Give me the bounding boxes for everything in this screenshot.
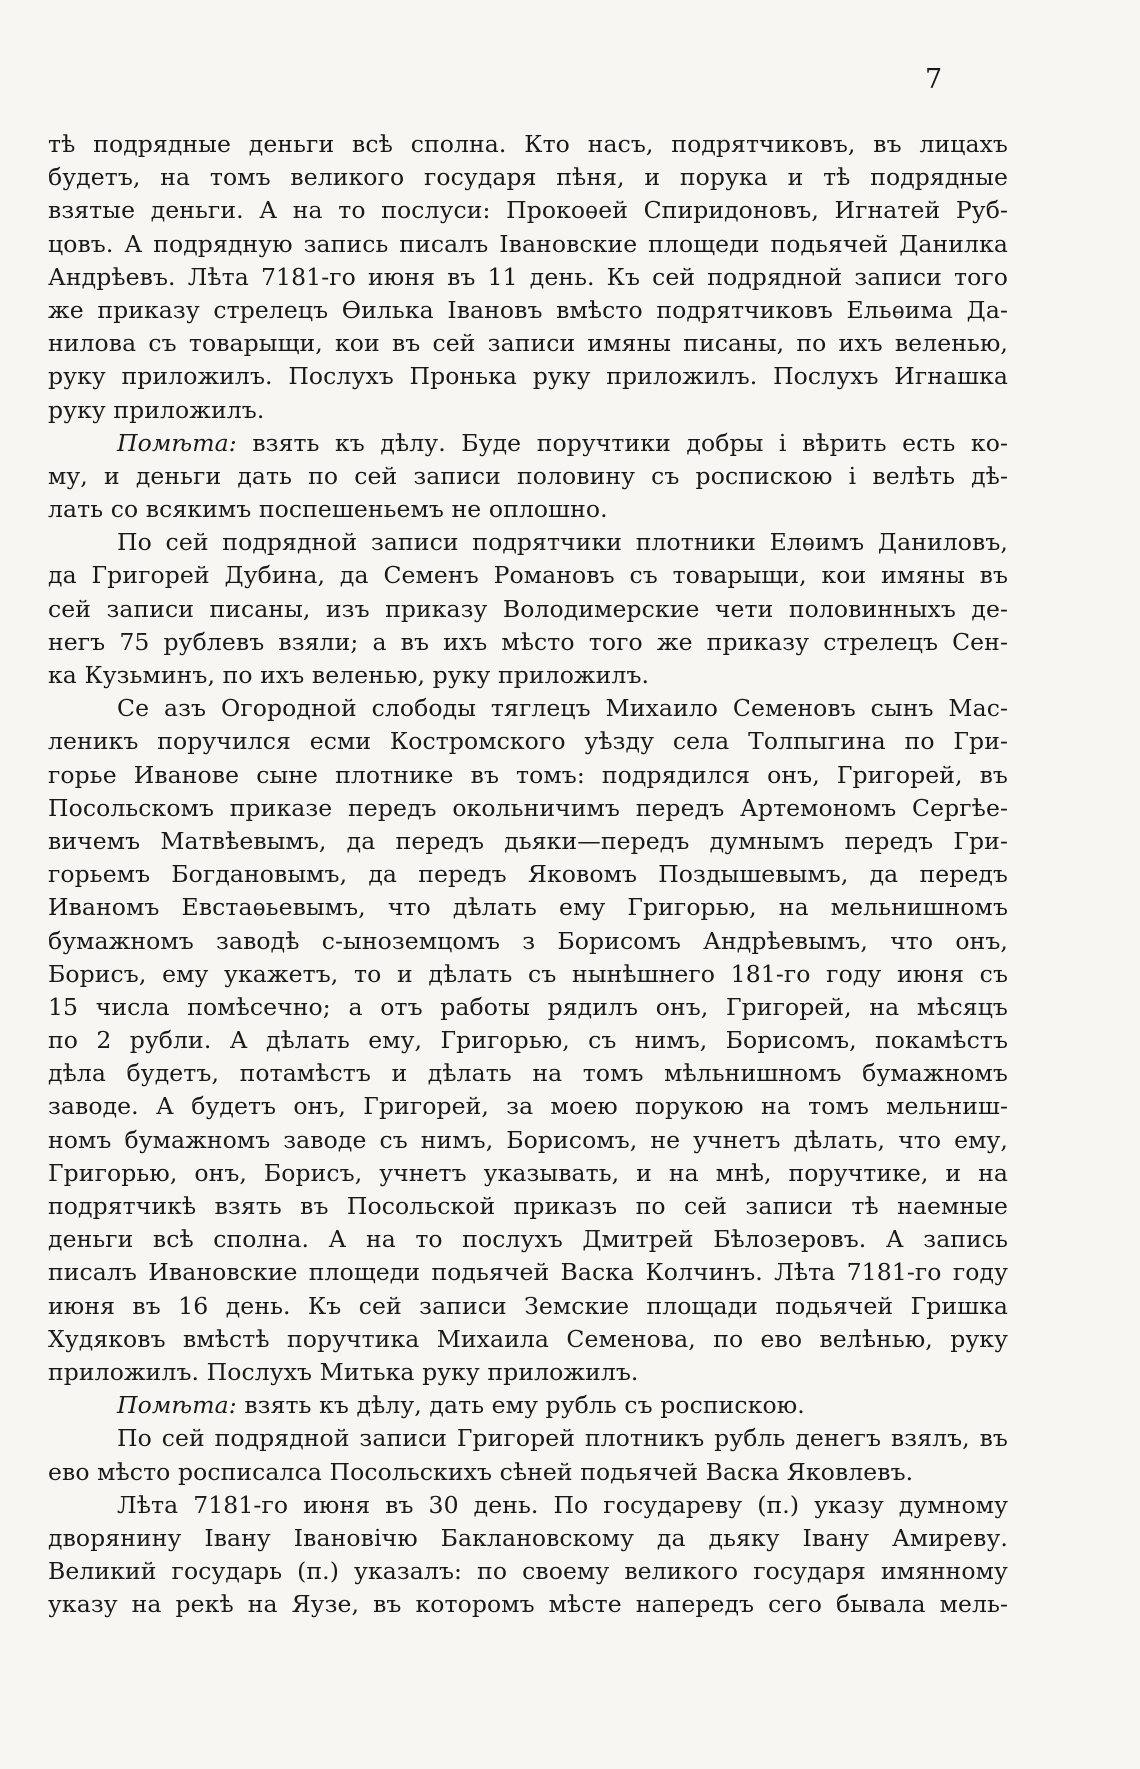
- line-text: горьемъ Богдановымъ, да передъ Яковомъ Поздышевымъ, да передъ: [48, 860, 1008, 889]
- text-line: [48, 725, 1008, 758]
- line-text: взятые деньги. А на то послуси: Прокоѳей Спиридоновъ, Игнатей Руб-: [48, 196, 1008, 225]
- text-line: [48, 559, 1008, 592]
- line-text: приложилъ. Послухъ Митька руку приложилъ.: [48, 1357, 639, 1386]
- line-text: да Григорей Дубина, да Семенъ Романовъ съ товарыщи, кои имяны въ: [48, 561, 1008, 590]
- text-line: [48, 1389, 1008, 1422]
- line-text: будетъ, на томъ великого государя пѣня, и порука и тѣ подрядные: [48, 163, 1008, 192]
- line-text: номъ бумажномъ заводе съ нимъ, Борисомъ, не учнетъ дѣлать, что ему,: [48, 1125, 1008, 1154]
- text-line: [48, 958, 1008, 991]
- line-text: Посольскомъ приказе передъ окольничимъ передъ Артемономъ Сергѣе-: [48, 793, 1008, 822]
- line-text: По сей подрядной записи Григорей плотникъ рубль денегъ взялъ, въ: [117, 1424, 1008, 1453]
- text-line: [48, 1555, 1008, 1588]
- text-line: [48, 261, 1008, 294]
- line-text: цовъ. А подрядную запись писалъ Івановские площеди подьячей Данилка: [48, 229, 1008, 258]
- text-line: [48, 427, 1008, 460]
- line-text: тѣ подрядные деньги всѣ сполна. Кто насъ, подрятчиковъ, въ лицахъ: [48, 130, 1008, 158]
- text-line: [48, 360, 1008, 393]
- line-text: леникъ поручился есми Костромского уѣзду села Толпыгина по Гри-: [48, 727, 1008, 756]
- text-line: [48, 1057, 1008, 1090]
- text-line: [48, 1124, 1008, 1157]
- body-text: [48, 128, 1008, 1621]
- text-line: [48, 792, 1008, 825]
- line-text: писалъ Ивановские площеди подьячей Васка Колчинъ. Лѣта 7181-го году: [48, 1258, 1008, 1287]
- line-text: вичемъ Матвѣевымъ, да передъ дьяки—передъ думнымъ передъ Гри-: [48, 826, 1008, 855]
- line-text: Великий государь (п.) указалъ: по своему великого государя имянному: [48, 1557, 1008, 1586]
- line-text: лать со всякимъ поспешеньемъ не оплошно.: [48, 495, 608, 524]
- line-text: руку приложилъ.: [48, 395, 265, 424]
- text-line: [48, 1190, 1008, 1223]
- text-line: [48, 1422, 1008, 1455]
- line-text: же приказу стрелецъ Ѳилька Івановъ вмѣсто подрятчиковъ Ельѳима Да-: [48, 295, 1008, 324]
- line-text: По сей подрядной записи подрятчики плотники Елѳимъ Даниловъ,: [117, 528, 1008, 557]
- line-text: ево мѣсто росписалса Посольскихъ сѣней подьячей Васка Яковлевъ.: [48, 1457, 914, 1486]
- text-line: [48, 526, 1008, 559]
- line-text: Иваномъ Евстаѳьевымъ, что дѣлать ему Григорью, на мельнишномъ: [48, 893, 1008, 922]
- text-line: [48, 692, 1008, 725]
- text-line: [48, 460, 1008, 493]
- text-line: [48, 825, 1008, 858]
- text-line: [48, 891, 1008, 924]
- note-label: Помѣта:: [117, 428, 237, 457]
- line-text: негъ 75 рублевъ взяли; а въ ихъ мѣсто того же приказу стрелецъ Сен-: [48, 627, 1008, 656]
- line-text: Худяковъ вмѣстѣ поручтика Михаила Семенова, по ево велѣнью, руку: [48, 1324, 1008, 1353]
- text-line: [48, 194, 1008, 227]
- line-text: взять къ дѣлу, дать ему рубль съ роспискою.: [236, 1391, 805, 1420]
- text-line: [48, 394, 1008, 427]
- line-text: взять къ дѣлу. Буде поручтики добры і вѣрить есть ко-: [236, 428, 1008, 457]
- line-text: Борисъ, ему укажетъ, то и дѣлать съ нынѣшнего 181-го году июня съ: [48, 959, 1008, 988]
- line-text: заводе. А будетъ онъ, Григорей, за моею порукою на томъ мельниш-: [48, 1092, 1008, 1121]
- line-text: сей записи писаны, изъ приказу Володимерские чети половинныхъ де-: [48, 594, 1008, 623]
- text-line: [48, 294, 1008, 327]
- text-line: [48, 858, 1008, 891]
- text-line: [48, 1456, 1008, 1489]
- line-text: указу на рекѣ на Яузе, въ которомъ мѣсте напередъ сего бывала мель-: [48, 1590, 1008, 1619]
- note-label: Помѣта:: [117, 1391, 237, 1420]
- text-line: [48, 593, 1008, 626]
- page-number: 7: [925, 64, 943, 95]
- line-text: Лѣта 7181-го июня въ 30 день. По государеву (п.) указу думному: [117, 1490, 1008, 1519]
- text-line: [48, 925, 1008, 958]
- line-text: нилова съ товарыщи, кои въ сей записи имяны писаны, по ихъ веленью,: [48, 329, 1008, 358]
- text-line: [48, 626, 1008, 659]
- text-line: [48, 1090, 1008, 1123]
- line-text: июня въ 16 день. Къ сей записи Земские площади подьячей Гришка: [48, 1291, 1008, 1320]
- line-text: деньги всѣ сполна. А на то послухъ Дмитрей Бѣлозеровъ. А запись: [48, 1225, 1008, 1254]
- text-line: [48, 228, 1008, 261]
- line-text: Андрѣевъ. Лѣта 7181-го июня въ 11 день. Къ сей подрядной записи того: [48, 262, 1008, 291]
- text-line: [48, 759, 1008, 792]
- text-line: [48, 1323, 1008, 1356]
- line-text: ка Кузьминъ, по ихъ веленью, руку приложилъ.: [48, 661, 650, 689]
- text-line: [48, 1223, 1008, 1256]
- line-text: подрятчикѣ взять въ Посольской приказъ по сей записи тѣ наемные: [48, 1192, 1008, 1220]
- text-line: [48, 1024, 1008, 1057]
- text-line: [48, 659, 1008, 692]
- line-text: дѣла будетъ, потамѣстъ и дѣлать на томъ мѣльнишномъ бумажномъ: [48, 1059, 1008, 1088]
- text-line: [48, 1588, 1008, 1621]
- text-line: [48, 128, 1008, 161]
- text-line: [48, 493, 1008, 526]
- text-line: [48, 1256, 1008, 1289]
- text-line: [48, 1489, 1008, 1522]
- text-line: [48, 161, 1008, 194]
- line-text: бумажномъ заводѣ с-ыноземцомъ з Борисомъ Андрѣевымъ, что онъ,: [48, 926, 1008, 955]
- text-line: [48, 1290, 1008, 1323]
- line-text: 15 числа помѣсечно; а отъ работы рядилъ онъ, Григорей, на мѣсяцъ: [48, 992, 1008, 1021]
- line-text: Се азъ Огородной слободы тяглецъ Михаило Семеновъ сынъ Мас-: [117, 694, 1008, 723]
- text-line: [48, 1522, 1008, 1555]
- line-text: по 2 рубли. А дѣлать ему, Григорью, съ нимъ, Борисомъ, покамѣстъ: [48, 1026, 1008, 1055]
- text-line: [48, 327, 1008, 360]
- text-line: [48, 1157, 1008, 1190]
- text-line: [48, 1356, 1008, 1389]
- line-text: горье Иванове сыне плотнике въ томъ: подрядился онъ, Григорей, въ: [48, 760, 1008, 789]
- text-line: [48, 991, 1008, 1024]
- line-text: Григорью, онъ, Борисъ, учнетъ указывать, и на мнѣ, поручтике, и на: [48, 1158, 1008, 1187]
- line-text: руку приложилъ. Послухъ Пронька руку приложилъ. Послухъ Игнашка: [48, 362, 1008, 391]
- line-text: му, и деньги дать по сей записи половину съ роспискою і велѣть дѣ-: [48, 461, 1008, 490]
- line-text: дворянину Івану Івановічю Баклановскому да дьяку Івану Амиреву.: [48, 1523, 1008, 1552]
